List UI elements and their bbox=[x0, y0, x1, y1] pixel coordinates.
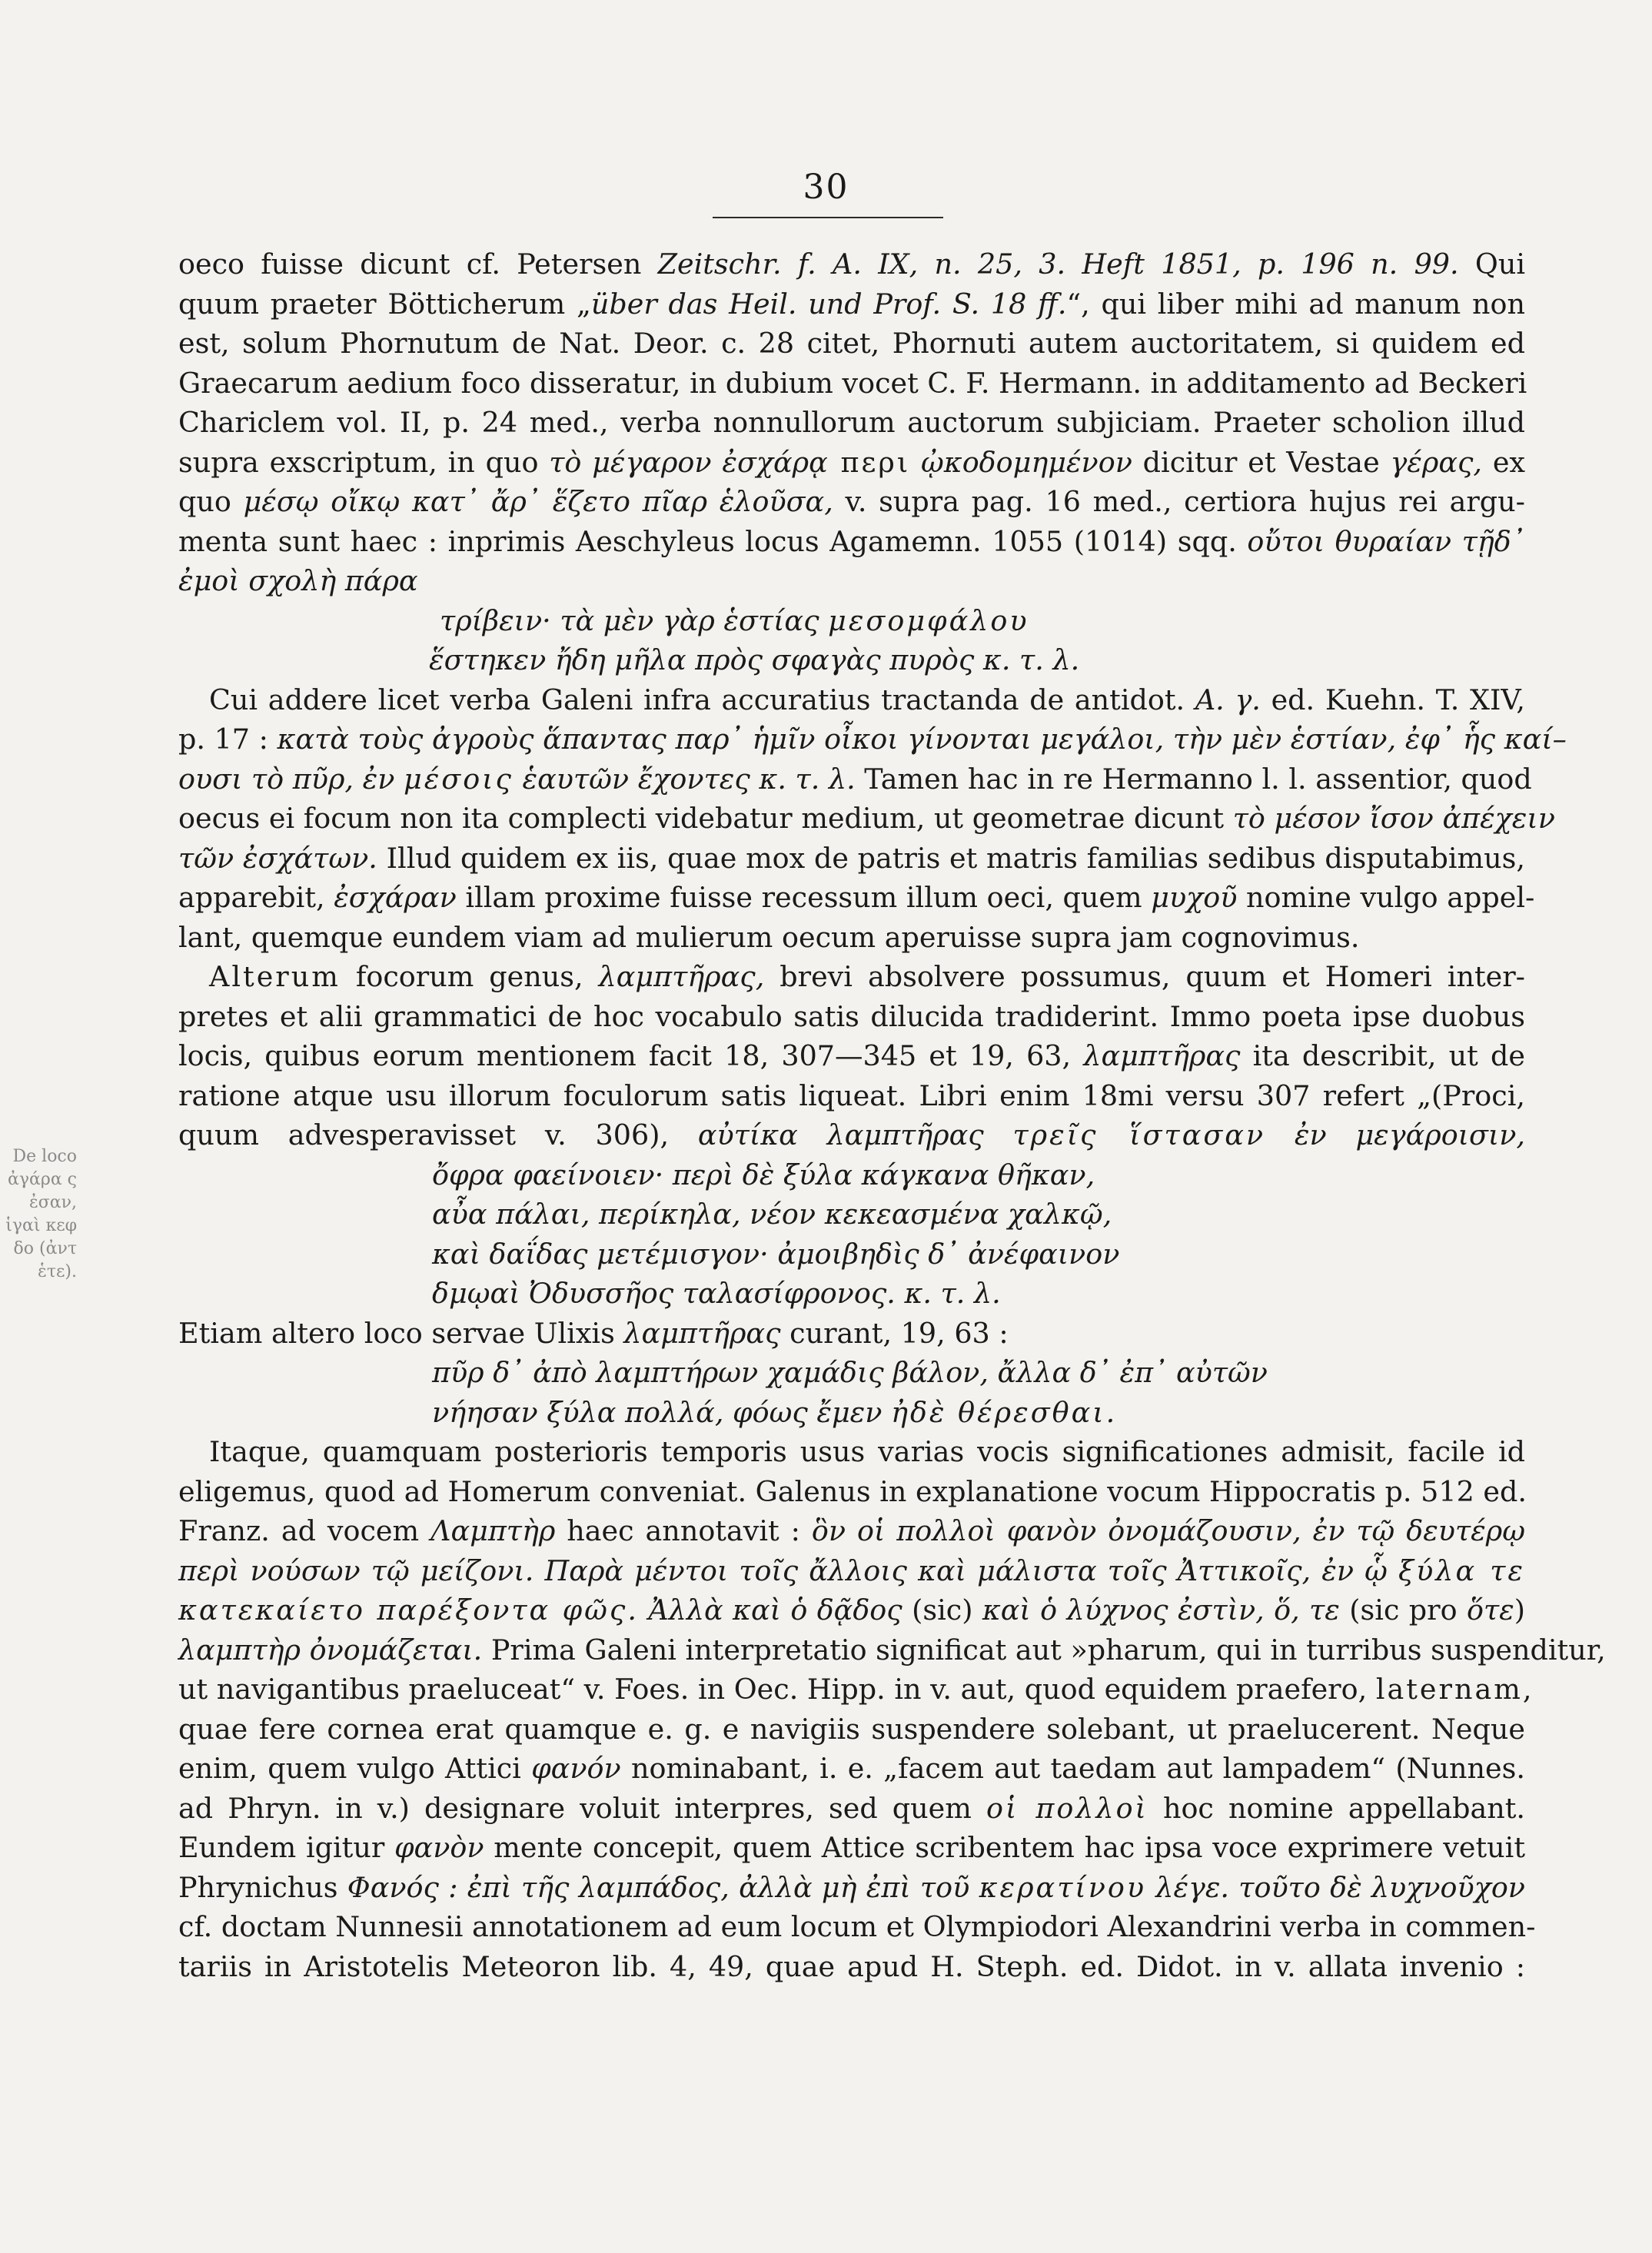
text-run: quae fere cornea erat quamque e. g. e navigiis suspendere solebant, ut praelucerent. Neque bbox=[178, 1712, 1525, 1746]
text-run: ut navigantibus praeluceat“ v. Foes. in Oec. Hipp. in v. aut, quod equidem praefero, bbox=[178, 1673, 1376, 1706]
text-line bbox=[178, 640, 1525, 680]
text-line bbox=[178, 403, 1525, 443]
text-line bbox=[178, 719, 1567, 759]
text-run: Phrynichus bbox=[178, 1870, 347, 1904]
text-line bbox=[178, 1868, 1525, 1908]
text-run: laternam, bbox=[1375, 1673, 1534, 1706]
text-run: Qui bbox=[1458, 248, 1526, 281]
text-run: locis, quibus eorum mentionem facit 18, 307—345 et 19, 63, bbox=[178, 1039, 1084, 1072]
text-run: Graecarum aedium foco disseratur, in dubium vocet C. F. Hermann. in additamento ad Beckeri bbox=[178, 366, 1527, 400]
text-run: ad Phryn. in v.) designare voluit interpres, sed quem bbox=[178, 1791, 986, 1825]
text-run: menta sunt haec : inprimis Aeschyleus locus Agamemn. 1055 (1014) sqq. bbox=[178, 524, 1248, 558]
body-text bbox=[178, 244, 1606, 1986]
text-run: ) bbox=[1514, 1593, 1525, 1627]
greek-or-italic-run: καὶ ὁ λύχνος ἐστὶν, ὅ, τε bbox=[982, 1593, 1340, 1627]
greek-or-italic-run: μυχοῦ bbox=[1151, 881, 1238, 914]
text-run: curant, 19, 63 : bbox=[780, 1316, 1009, 1350]
greek-or-italic-run: Λαμπτὴρ bbox=[430, 1514, 556, 1547]
greek-or-italic-run: καὶ δαΐδας μετέμισγον· ἀμοιβηδὶς δ᾽ ἀνέφαινον bbox=[432, 1237, 1120, 1271]
greek-or-italic-run: ὅτε bbox=[1466, 1593, 1514, 1627]
text-line bbox=[178, 522, 1525, 562]
greek-or-italic-run: A. γ. bbox=[1195, 683, 1261, 716]
text-line bbox=[178, 1472, 1525, 1512]
greek-or-italic-run: οὔτοι θυραίαν τῇδ᾽ bbox=[1247, 524, 1525, 558]
page-number: 30 bbox=[803, 168, 849, 207]
text-run: dicitur et Vestae bbox=[1132, 445, 1391, 479]
text-run: (sic pro bbox=[1339, 1593, 1467, 1627]
text-line bbox=[178, 878, 1535, 918]
text-run: περι bbox=[827, 445, 911, 479]
greek-or-italic-run: Ἀλλὰ καὶ ὁ δᾷδος bbox=[638, 1593, 902, 1627]
text-run: apparebit, bbox=[178, 881, 334, 914]
greek-or-italic-run: λαμπτῆρας bbox=[1083, 1039, 1241, 1072]
greek-or-italic-run: κερατίνου bbox=[979, 1870, 1147, 1904]
greek-or-italic-run: ἐσχάραν bbox=[334, 881, 457, 914]
greek-or-italic-run: ξύλα τε bbox=[1398, 1554, 1525, 1587]
greek-or-italic-run: τρίβειν· τὰ μὲν γὰρ ἑστίας bbox=[440, 603, 829, 637]
greek-or-italic-run: τῶν ἐσχάτων. bbox=[178, 841, 377, 875]
greek-or-italic-run: οἱ πολλοὶ bbox=[986, 1791, 1148, 1825]
text-run: Itaque, quamquam posterioris temporis usus varias vocis significationes admisit, facile id bbox=[209, 1435, 1525, 1468]
text-run: “, qui liber mihi ad manum non bbox=[1066, 287, 1525, 321]
text-line bbox=[178, 799, 1555, 839]
greek-or-italic-run: τρεῖς ἵστασαν bbox=[1012, 1118, 1266, 1151]
greek-or-italic-run: μέσῳ οἴκῳ κατ᾽ ἄρ᾽ ἕζετο πῖαρ ἑλοῦσα, bbox=[243, 485, 833, 518]
text-line bbox=[178, 561, 1525, 601]
text-line bbox=[178, 997, 1525, 1037]
text-run: Etiam altero loco servae Ulixis bbox=[178, 1316, 624, 1350]
text-line bbox=[178, 1907, 1536, 1947]
text-run: pretes et alii grammatici de hoc vocabulo satis dilucida tradiderint. Immo poeta ipse duobus bbox=[178, 999, 1525, 1033]
greek-or-italic-run: αὖα πάλαι, περίκηλα, νέον κεκεασμένα χαλκῷ, bbox=[432, 1198, 1112, 1231]
text-run: Franz. ad vocem bbox=[178, 1514, 431, 1547]
greek-or-italic-run: δμῳαὶ Ὀδυσσῆος ταλασίφρονος. κ. τ. λ. bbox=[432, 1277, 1001, 1310]
text-run: quo bbox=[178, 485, 244, 518]
greek-or-italic-run: ἑαυτῶν ἔχοντες κ. τ. λ. bbox=[513, 762, 856, 796]
greek-or-italic-run: κατεκαίετο παρέξοντα φῶς. bbox=[178, 1593, 639, 1627]
greek-or-italic-run: Zeitschr. f. A. IX, n. 25, 3. Heft 1851, p. 196 n. 99. bbox=[657, 248, 1459, 281]
greek-or-italic-run: περὶ νούσων τῷ μείζονι. Παρὰ μέντοι τοῖς ἄλλοις καὶ μάλιστα τοῖς Ἀττικοῖς, ἐν ᾧ bbox=[178, 1554, 1399, 1587]
text-line bbox=[178, 1749, 1525, 1789]
text-line bbox=[178, 759, 1532, 799]
text-line bbox=[178, 1590, 1525, 1630]
greek-or-italic-run: ἕστηκεν ἤδη μῆλα πρὸς σφαγὰς πυρὸς κ. τ. λ. bbox=[429, 643, 1080, 676]
text-line bbox=[178, 364, 1525, 404]
greek-or-italic-run: ἐμοὶ σχολὴ πάρα bbox=[178, 564, 418, 597]
text-run: ex bbox=[1482, 445, 1526, 479]
greek-or-italic-run: αὐτίκα λαμπτῆρας bbox=[697, 1118, 1013, 1151]
greek-or-italic-run: τὸ μέγαρον ἐσχάρᾳ bbox=[549, 445, 828, 479]
greek-or-italic-run: λαμπτὴρ ὀνομάζεται. bbox=[178, 1633, 483, 1666]
text-line bbox=[178, 1274, 1525, 1314]
text-line bbox=[178, 1947, 1525, 1987]
text-run: illam proxime fuisse recessum illum oeci, quem bbox=[456, 881, 1152, 914]
greek-or-italic-run: ουσι τὸ πῦρ, ἐν bbox=[178, 762, 404, 796]
text-line bbox=[178, 601, 1525, 641]
greek-or-italic-run: μεσομφάλου bbox=[828, 603, 1029, 637]
text-run: ed. Kuehn. T. XIV, bbox=[1260, 683, 1525, 716]
greek-or-italic-run: νήησαν ξύλα πολλά, φόως ἔμεν bbox=[432, 1395, 892, 1429]
greek-or-italic-run: φανόν bbox=[531, 1752, 621, 1785]
greek-or-italic-run: γέρας, bbox=[1390, 445, 1483, 479]
greek-or-italic-run: λαμπτῆρας, bbox=[598, 960, 765, 993]
greek-or-italic-run: λαμπτῆρας bbox=[623, 1316, 781, 1350]
text-line bbox=[178, 284, 1525, 324]
text-line bbox=[178, 680, 1525, 720]
text-line bbox=[178, 1076, 1525, 1116]
text-line bbox=[178, 244, 1525, 284]
text-line bbox=[178, 1234, 1525, 1274]
header-rule bbox=[713, 217, 943, 218]
text-run: Tamen hac in re Hermanno l. l. assentior, quod bbox=[855, 762, 1532, 796]
text-run: quum praeter Bötticherum „ bbox=[178, 287, 591, 321]
greek-or-italic-run: πῦρ δ᾽ ἀπὸ λαμπτήρων χαμάδις βάλον, ἄλλα δ᾽ ἐπ᾽ αὐτῶν bbox=[432, 1356, 1268, 1389]
text-run: ratione atque usu illorum foculorum satis liqueat. Libri enim 18mi versu 307 refert „(Proci, bbox=[178, 1078, 1525, 1112]
text-line bbox=[178, 839, 1525, 879]
text-line bbox=[178, 957, 1525, 997]
text-run: ita describit, ut de bbox=[1240, 1039, 1525, 1072]
text-run: enim, quem vulgo Attici bbox=[178, 1752, 532, 1785]
text-run: cf. doctam Nunnesii annotationem ad eum locum et Olympiodori Alexandrini verba in commen- bbox=[178, 1910, 1536, 1943]
text-run: est, solum Phornutum de Nat. Deor. c. 28 citet, Phornuti autem auctoritatem, si quidem ed bbox=[178, 327, 1525, 360]
greek-or-italic-run: ᾠκοδομημένον bbox=[910, 445, 1132, 479]
text-run: focorum genus, bbox=[340, 960, 599, 993]
greek-or-italic-run: φανὸν bbox=[394, 1831, 484, 1864]
greek-or-italic-run: μέσοις bbox=[403, 762, 514, 796]
text-run: lant, quemque eundem viam ad mulierum oecum aperuisse supra jam cognovimus. bbox=[178, 920, 1360, 954]
text-run: quum advesperavisset v. 306), bbox=[178, 1118, 698, 1151]
greek-or-italic-run: ἠδὲ θέρεσθαι. bbox=[891, 1395, 1118, 1429]
text-run: Eundem igitur bbox=[178, 1831, 394, 1864]
text-run: nomine vulgo appel- bbox=[1237, 881, 1535, 914]
text-line bbox=[178, 443, 1525, 483]
text-run: brevi absolvere possumus, quum et Homeri inter- bbox=[764, 960, 1525, 993]
greek-or-italic-run: über das Heil. und Prof. S. 18 ff. bbox=[590, 287, 1067, 321]
text-run: haec annotavit : bbox=[555, 1514, 812, 1547]
text-line bbox=[178, 1155, 1525, 1195]
text-run: Prima Galeni interpretatio significat aut »pharum, qui in turribus suspenditur, bbox=[482, 1633, 1606, 1666]
text-line bbox=[178, 1115, 1525, 1155]
margin-bleed-through: De loco ἀγάρα ς ἐσαν, ἱγαὶ κεφ δο (ἀντ ἑτε). bbox=[5, 1147, 77, 1281]
greek-or-italic-run: ὃν οἱ πολλοὶ φανὸν ὀνομάζουσιν, ἐν τῷ δευτέρῳ bbox=[811, 1514, 1525, 1547]
text-line bbox=[178, 1195, 1525, 1234]
text-line bbox=[178, 1551, 1525, 1591]
text-line bbox=[178, 1432, 1525, 1472]
text-line bbox=[178, 1314, 1525, 1354]
text-line bbox=[178, 1630, 1606, 1670]
greek-or-italic-run: τὸ μέσον ἴσον ἀπέχειν bbox=[1232, 802, 1555, 835]
text-run: v. supra pag. 16 med., certiora hujus rei argu- bbox=[833, 485, 1526, 518]
text-run: tariis in Aristotelis Meteoron lib. 4, 49, quae apud H. Steph. ed. Didot. in v. allata invenio : bbox=[178, 1949, 1525, 1983]
text-line bbox=[178, 1353, 1525, 1393]
text-line bbox=[178, 1670, 1534, 1710]
text-run: Cui addere licet verba Galeni infra accuratius tractanda de antidot. bbox=[209, 683, 1195, 716]
text-line bbox=[178, 1828, 1525, 1868]
text-run: p. 17 : bbox=[178, 723, 278, 756]
greek-or-italic-run: Φανός : ἐπὶ τῆς λαμπάδος, ἀλλὰ μὴ ἐπὶ τοῦ bbox=[347, 1870, 979, 1904]
text-line bbox=[178, 1789, 1525, 1829]
text-run: Illud quidem ex iis, quae mox de patris et matris familias sedibus disputabimus, bbox=[377, 841, 1525, 875]
text-line bbox=[178, 918, 1525, 958]
greek-or-italic-run: κατὰ τοὺς ἀγροὺς ἅπαντας παρ᾽ ἡμῖν οἶκοι γίνονται μεγάλοι, τὴν μὲν ἑστίαν, ἐφ᾽ ἧς καί– bbox=[277, 723, 1567, 756]
text-run: mente concepit, quem Attice scribentem hac ipsa voce exprimere vetuit bbox=[484, 1831, 1525, 1864]
text-run: supra exscriptum, in quo bbox=[178, 445, 550, 479]
text-run: (sic) bbox=[902, 1593, 982, 1627]
greek-or-italic-run: ἐν μεγάροισιν, bbox=[1265, 1118, 1525, 1151]
text-run: oeco fuisse dicunt cf. Petersen bbox=[178, 248, 658, 281]
greek-or-italic-run: λέγε. τοῦτο δὲ λυχνοῦχον bbox=[1146, 1870, 1525, 1904]
text-run: nominabant, i. e. „facem aut taedam aut lampadem“ (Nunnes. bbox=[620, 1752, 1525, 1785]
text-line bbox=[178, 1710, 1525, 1750]
text-run: Chariclem vol. II, p. 24 med., verba nonnullorum auctorum subjiciam. Praeter scholion illud bbox=[178, 406, 1525, 439]
text-run: Alterum bbox=[209, 960, 341, 993]
text-line bbox=[178, 1393, 1525, 1433]
text-line bbox=[178, 482, 1525, 522]
text-run: hoc nomine appellabant. bbox=[1148, 1791, 1526, 1825]
text-run: eligemus, quod ad Homerum conveniat. Galenus in explanatione vocum Hippocratis p. 512 ed. bbox=[178, 1474, 1527, 1508]
text-line bbox=[178, 324, 1525, 364]
text-line bbox=[178, 1511, 1525, 1551]
greek-or-italic-run: ὄφρα φαείνοιεν· περὶ δὲ ξύλα κάγκανα θῆκαν, bbox=[432, 1158, 1095, 1191]
text-line bbox=[178, 1036, 1525, 1076]
text-run: oecus ei focum non ita complecti videbatur medium, ut geometrae dicunt bbox=[178, 802, 1233, 835]
